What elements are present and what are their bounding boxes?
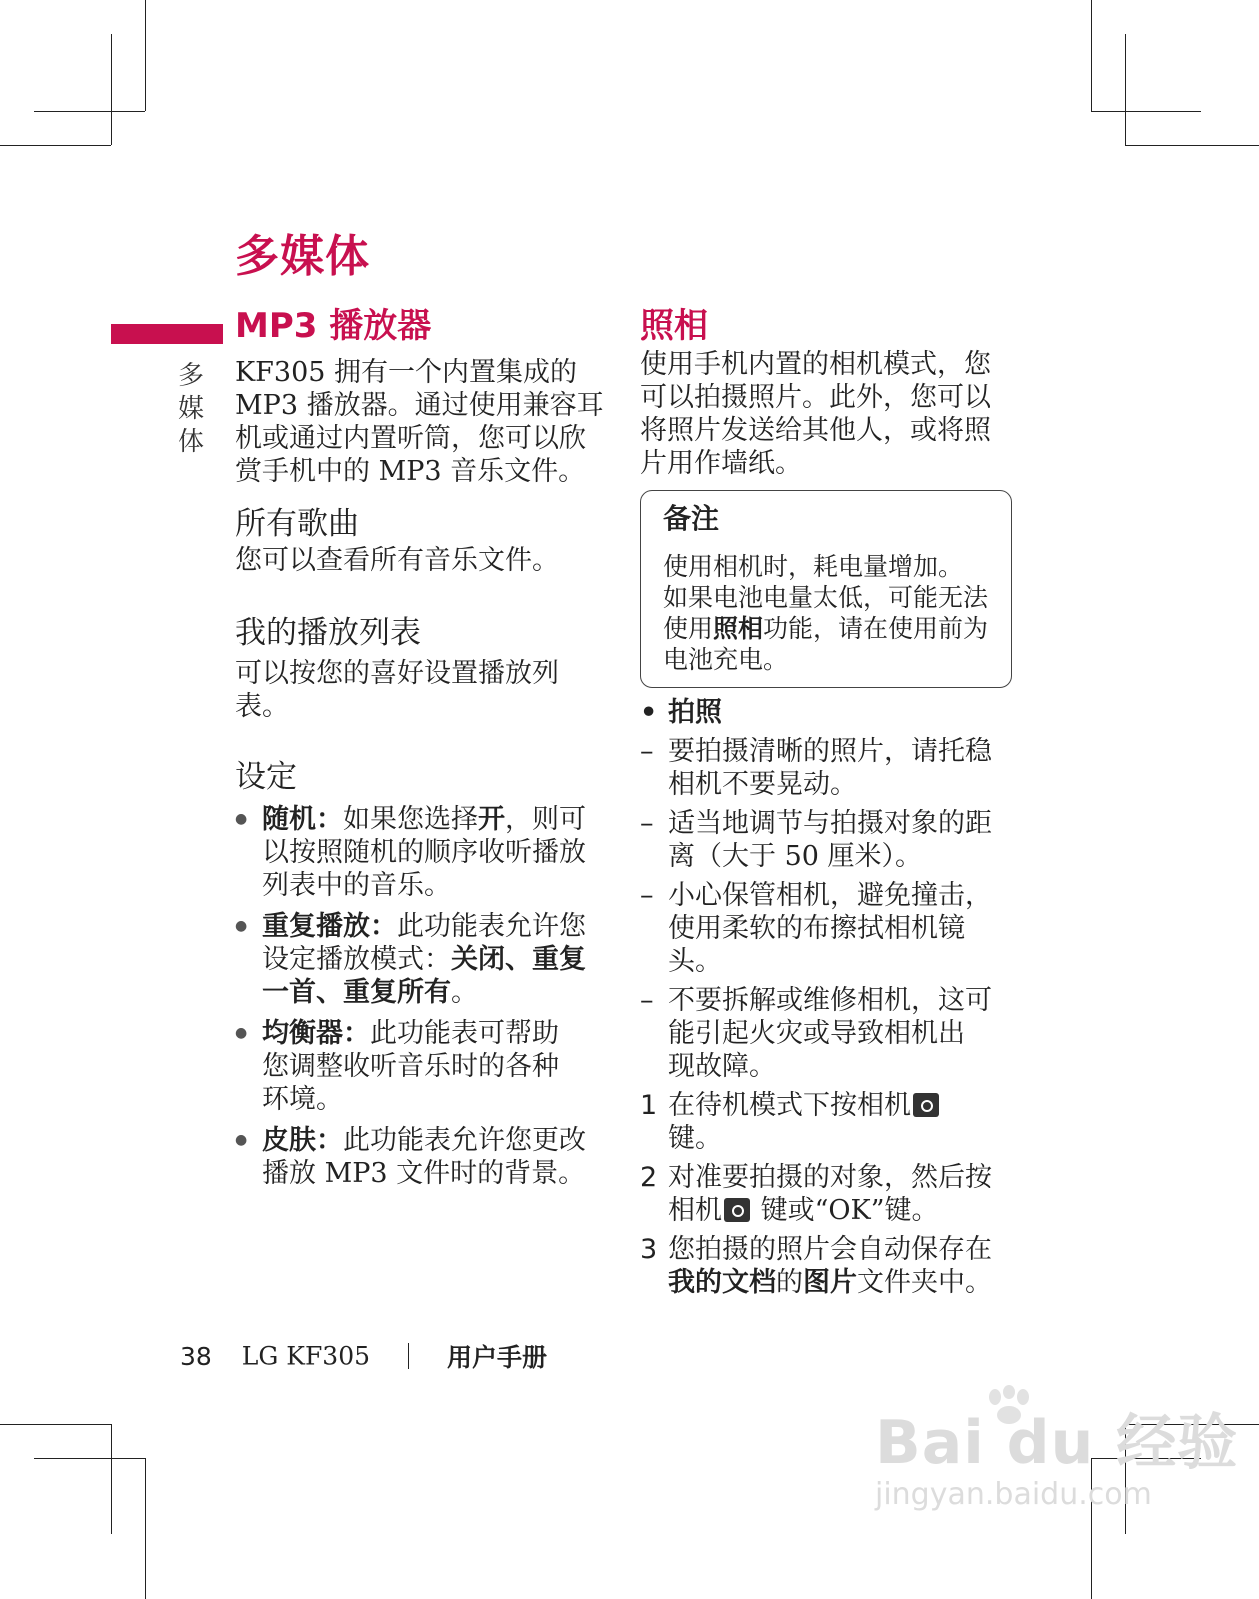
side-label-char: 体 [177,427,204,457]
camera-intro-line: 片用作墙纸。 [640,448,802,479]
page-number: 38 [180,1341,212,1371]
step-number: 2 [640,1162,658,1193]
bullet-take-photo: • 拍照 [640,697,722,728]
camera-key-icon [913,1093,939,1117]
camera-key-icon [724,1198,750,1222]
item-text: 此功能表允许您更改 [343,1125,586,1156]
mp3-intro-line: 机或通过内置听筒，您可以欣 [235,423,586,454]
item-text: 设定播放模式： [262,944,451,975]
step-text: 在待机模式下按相机 [668,1090,911,1121]
side-label [176,360,206,459]
tip-text: 相机不要晃动。 [668,769,857,800]
tip-text: 要拍摄清晰的照片，请托稳 [668,736,992,767]
crop-mark [34,1458,145,1459]
tip-item: – 适当地调节与拍摄对象的距 离（大于 50 厘米）。 [640,807,1020,873]
crop-mark [1091,111,1201,112]
model-name: LG KF305 [241,1341,371,1371]
tip-text: 不要拆解或维修相机，这可 [668,985,992,1016]
item-text: 播放 MP3 文件时的背景。 [262,1158,586,1189]
watermark-main: Bai du 经验 [875,1408,1239,1478]
step-number: 3 [640,1234,658,1265]
step-bold: 我的文档 [668,1267,776,1298]
page-footer [180,1338,547,1374]
step-text: 键。 [668,1123,722,1154]
crop-mark [145,0,146,111]
step-bold: 图片 [803,1267,857,1298]
camera-column [640,304,1020,1305]
item-bold: 一首、重复所有 [262,977,451,1008]
side-label-char: 媒 [177,394,204,424]
side-label-char: 多 [177,361,204,391]
all-songs-desc: 您可以查看所有音乐文件。 [235,545,559,576]
tip-text: 适当地调节与拍摄对象的距 [668,808,992,839]
item-label: 随机： [262,804,343,835]
mp3-heading: MP3 播放器 [235,306,432,346]
camera-intro-line: 使用手机内置的相机模式，您 [640,349,991,380]
tip-text: 头。 [668,946,722,977]
crop-mark [0,1424,111,1425]
settings-item-equalizer [235,1017,615,1116]
crop-mark [1091,0,1092,111]
playlist-desc-line: 表。 [235,691,289,722]
camera-intro-line: 可以拍摄照片。此外，您可以 [640,382,991,413]
tip-item: – 不要拆解或维修相机，这可 能引起火灾或导致相机出 现故障。 [640,984,1020,1083]
item-text: 以按照随机的顺序收听播放 [262,837,586,868]
crop-mark [145,1458,146,1599]
tip-item: – 要拍摄清晰的照片，请托稳 相机不要晃动。 [640,735,1020,801]
tip-text: 使用柔软的布擦拭相机镜 [668,913,965,944]
settings-item-skin [235,1124,615,1190]
crop-mark [1125,34,1126,145]
all-songs-title: 所有歌曲 [235,506,359,542]
note-title: 备注 [663,502,720,535]
settings-list [235,803,615,1190]
settings-item-repeat [235,910,615,1009]
item-text: 您调整收听音乐时的各种 [262,1051,559,1082]
crop-mark [111,34,112,145]
crop-mark [111,1424,112,1534]
section-title: 多媒体 [235,231,370,282]
item-text: 如果您选择 [343,804,478,835]
step-number: 1 [640,1090,658,1121]
step-item [640,1089,1020,1155]
mp3-intro-line: 赏手机中的 MP3 音乐文件。 [235,456,586,487]
step-text: 对准要拍摄的对象，然后按 [668,1162,992,1193]
mp3-intro-line: KF305 拥有一个内置集成的 [235,357,578,388]
note-box [640,490,1012,688]
step-text: 键或“OK”键。 [752,1195,939,1226]
step-item [640,1233,1020,1299]
bullet-text: 拍照 [668,697,722,728]
item-label: 均衡器： [262,1018,370,1049]
item-bold: 开 [478,804,505,835]
step-text: 相机 [668,1195,722,1226]
item-bold: 关闭、重复 [451,944,586,975]
footer-divider [408,1343,409,1369]
step-item [640,1161,1020,1227]
item-label: 重复播放： [262,911,397,942]
section-tab-bar [111,324,223,344]
camera-tips [640,696,1020,1299]
tip-text: 能引起火灾或导致相机出 [668,1018,965,1049]
mp3-intro [235,356,615,488]
note-line: 如果电池电量太低，可能无法 [663,583,989,612]
step-text: 的 [776,1267,803,1298]
baidu-watermark [875,1395,1238,1512]
crop-mark [0,145,111,146]
item-text: 。 [451,977,478,1008]
playlist-title: 我的播放列表 [235,615,421,651]
camera-intro-line: 将照片发送给其他人，或将照 [640,415,991,446]
note-line: 使用相机时，耗电量增加。 [663,552,964,581]
manual-label: 用户手册 [446,1343,547,1372]
mp3-intro-line: MP3 播放器。通过使用兼容耳 [235,390,604,421]
crop-mark [1125,145,1259,146]
item-text: ，则可 [505,804,586,835]
note-text: 功能，请在使用前为 [763,614,989,643]
camera-intro [640,348,1020,480]
watermark-url: jingyan.baidu.com [875,1477,1152,1512]
item-text: 此功能表可帮助 [370,1018,559,1049]
mp3-column [235,304,615,1198]
step-text: 您拍摄的照片会自动保存在 [668,1234,992,1265]
tip-text: 小心保管相机，避免撞击， [668,880,992,911]
settings-title: 设定 [235,759,297,795]
tip-text: 现故障。 [668,1051,776,1082]
item-text: 列表中的音乐。 [262,870,451,901]
playlist-desc-line: 可以按您的喜好设置播放列 [235,658,559,689]
note-text: 使用 [663,614,714,643]
note-line: 电池充电。 [663,645,789,674]
tip-text: 离（大于 50 厘米）。 [668,841,923,872]
item-text: 此功能表允许您 [397,911,586,942]
tip-item: – 小心保管相机，避免撞击， 使用柔软的布擦拭相机镜 头。 [640,879,1020,978]
settings-item-shuffle [235,803,615,902]
step-text: 文件夹中。 [857,1267,992,1298]
camera-heading: 照相 [640,306,708,346]
crop-mark [34,111,145,112]
note-bold: 照相 [713,614,764,643]
item-text: 环境。 [262,1084,343,1115]
item-label: 皮肤： [262,1125,343,1156]
